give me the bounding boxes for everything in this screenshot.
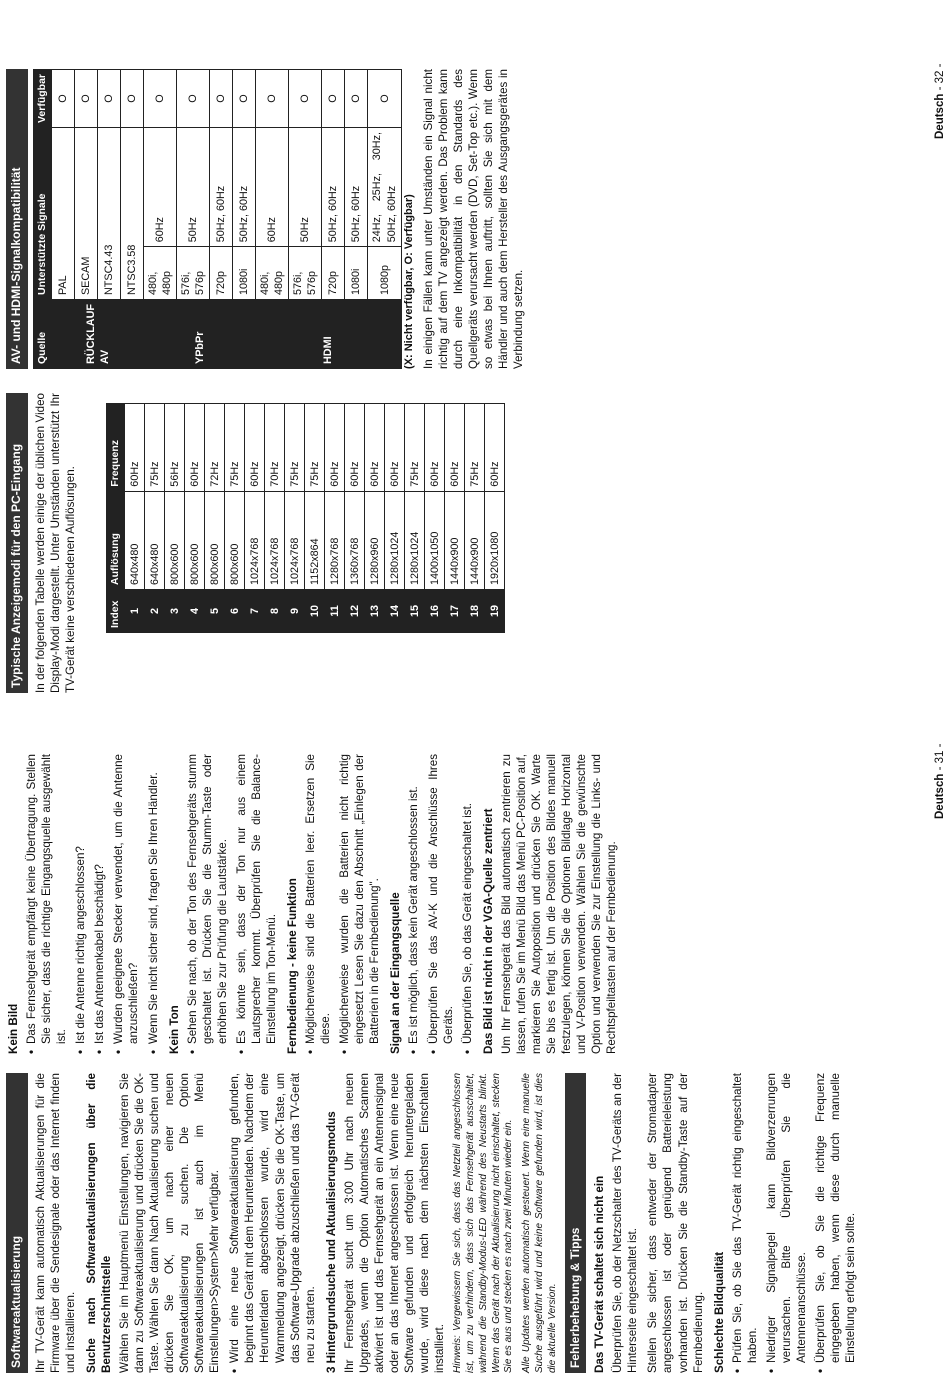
column-pc-modes: [6, 393, 505, 693]
table-row: [145, 404, 165, 633]
table-cell: 480i, 480p: [256, 247, 289, 300]
availability-cell: O: [322, 70, 345, 128]
subheading: Kein Bild: [7, 1003, 20, 1054]
note: Hinweis: Vergewissern Sie sich, dass das Netzteil angeschlossen ist, um zu verhindern, dass sich das Fernsehgerät ausschaltet, während die Standby-Modus-LED während des Neustarts blinkt. Wenn das Gerät nach der Aktualisierung nicht einschaltet, stecken Sie es aus und stecken es nach zwei Minuten wieder ein.: [452, 1073, 515, 1373]
table-cell: 56Hz: [165, 404, 185, 492]
table-cell: 800x600: [185, 491, 205, 589]
table-row: [485, 404, 505, 633]
subheading: Suche nach Softwareaktualisierungen über die Benutzerschnittstelle: [84, 1073, 113, 1373]
page-32: [0, 39, 950, 699]
paragraph: In der folgenden Tabelle werden einige der üblichen Video Display-Modi dargestellt. Unter Umständen unterstützt Ihr TV-Gerät keine verschiedenen Auflösungen.: [33, 393, 77, 693]
footer-language: Deutsch: [934, 93, 946, 139]
table-cell: 75Hz: [225, 404, 245, 492]
table-cell: 1: [125, 590, 145, 633]
availability-cell: O: [345, 70, 368, 128]
page-footer: [934, 64, 946, 139]
section-header-pc-modes: Typische Anzeigemodi für den PC-Eingang: [6, 393, 28, 693]
table-cell: 50Hz: [177, 128, 210, 247]
list-item: • Überprüfen Sie, ob das Gerät eingeschaltet ist.: [460, 754, 475, 1054]
table-row: [245, 404, 265, 633]
table-cell: 3: [165, 590, 185, 633]
table-cell: 75Hz: [285, 404, 305, 492]
table-cell: 60Hz: [385, 404, 405, 492]
table-cell: 640x480: [125, 491, 145, 589]
table-cell: 1080i: [345, 247, 368, 300]
table-cell: 12: [345, 590, 365, 633]
subheading: Schlechte Bildqualität: [712, 1251, 726, 1373]
table-cell: 1360x768: [345, 491, 365, 589]
table-cell: 7: [245, 590, 265, 633]
table-cell: 60Hz: [425, 404, 445, 492]
table-row: [256, 70, 289, 369]
table-cell: 720p: [210, 247, 233, 300]
availability-cell: O: [144, 70, 177, 128]
table-cell: 75Hz: [465, 404, 485, 492]
list-item: • Es ist möglich, dass kein Gerät angeschlossen ist.: [406, 754, 421, 1054]
table-cell: 1440x900: [445, 491, 465, 589]
bullet-list: [730, 1073, 859, 1373]
column-av-hdmi: [6, 69, 531, 369]
subheading: Das TV-Gerät schaltet sich nicht ein: [593, 1175, 607, 1373]
table-row: [385, 404, 405, 633]
table-cell: 1440x900: [465, 491, 485, 589]
table-row: [205, 404, 225, 633]
table-cell: 1152x864: [305, 491, 325, 589]
table-cell: NTSC3.58: [121, 128, 144, 300]
section-header-av-hdmi: AV- und HDMI-Signalkompatibilität: [6, 69, 28, 369]
bullet-list: [406, 754, 474, 1054]
table-cell: 70Hz: [265, 404, 285, 492]
table-cell: 60Hz: [185, 404, 205, 492]
table-header-row: [33, 70, 52, 369]
column-header: Auflösung: [106, 491, 125, 589]
av-hdmi-table: [33, 69, 402, 369]
table-cell: 6: [225, 590, 245, 633]
availability-cell: O: [177, 70, 210, 128]
table-cell: 24Hz, 25Hz, 30Hz, 50Hz, 60Hz: [368, 128, 401, 247]
column-header: Unterstützte Signale: [33, 128, 52, 300]
table-cell: 576i, 576p: [177, 247, 210, 300]
paragraph: Ihr TV-Gerät kann automatisch Aktualisierungen für die Firmware über die Sendesignale oder das Internet finden und installieren.: [33, 1073, 77, 1373]
table-row: [265, 404, 285, 633]
table-row: [345, 404, 365, 633]
table-row: [425, 404, 445, 633]
table-cell: 17: [445, 590, 465, 633]
subheading: Das Bild ist nicht in der VGA-Quelle zentriert: [481, 808, 495, 1054]
availability-cell: O: [289, 70, 322, 128]
list-item: • Ist das Antennenkabel beschädigt?: [92, 754, 107, 1054]
table-row: [305, 404, 325, 633]
table-row: [285, 404, 305, 633]
table-row: [445, 404, 465, 633]
table-cell: 60Hz: [245, 404, 265, 492]
subheading: Kein Ton: [167, 1005, 181, 1054]
table-cell: 13: [365, 590, 385, 633]
table-body: [125, 404, 505, 633]
table-cell: 1280x768: [325, 491, 345, 589]
table-row: [165, 404, 185, 633]
table-cell: 50Hz, 60Hz: [210, 128, 233, 247]
list-item: • Ist die Antenne richtig angeschlossen?: [73, 754, 88, 1054]
table-cell: 60Hz: [365, 404, 385, 492]
table-cell: 9: [285, 590, 305, 633]
footer-language: Deutsch: [934, 773, 946, 819]
paragraph: Um Ihr Fernsehgerät das Bild automatisch zentrieren zu lassen, rufen Sie im Menü Bild das Menü PC-Position auf, markieren Sie Autoposition und drücken Sie OK. Warte Sie bis es fertig ist. Um die Position des Bildes manuell festzulegen, können Sie die Optionen Bildlage Horizontal und V-Position verwenden. Wählen Sie die gewünschte Option und verwenden Sie zur Einstellung die Links- und Rechtspfeiltasten auf der Fernbedienung.: [499, 754, 619, 1054]
table-cell: 50Hz: [289, 128, 322, 247]
list-item: • Überprüfen Sie das AV-K und die Anschlüsse Ihres Geräts.: [426, 754, 456, 1054]
list-item: • Wird eine neue Softwareaktualisierung gefunden, beginnt das Gerät mit dem Herunterladen. Nachdem der Herunterladen abgeschlossen wurde, wird eine Warnmeldung angezeigt, drücken Sie die OK-Taste, um das Software-Upgrade abzuschließen und das TV-Gerät neu zu starten.: [227, 1073, 317, 1373]
subheading: Fernbedienung - keine Funktion: [286, 878, 299, 1054]
table-cell: 15: [405, 590, 425, 633]
table-cell: 480i, 480p: [144, 247, 177, 300]
availability-cell: O: [256, 70, 289, 128]
paragraph: Stellen Sie sicher, dass entweder der Stromadapter angeschlossen ist oder genügend Batterieleistung vorhanden ist. Drücken Sie die Standby-Taste auf der Fernbedienung.: [646, 1073, 705, 1373]
table-cell: 10: [305, 590, 325, 633]
availability-cell: O: [121, 70, 144, 128]
page-number: - 31 -: [934, 743, 946, 771]
list-item: • Möglicherweise wurden die Batterien nicht richtig eingesetzt Lesen Sie dazu den Abschnitt „Einlegen der Batterien in die Fernbedienung".: [337, 754, 382, 1054]
page-footer: [934, 744, 946, 819]
table-cell: 800x600: [225, 491, 245, 589]
table-cell: 60Hz: [445, 404, 465, 492]
bullet-list: [227, 1073, 317, 1373]
column-header: Frequenz: [106, 404, 125, 492]
list-item: • Prüfen Sie, ob Sie das TV-Gerät richtig eingeschaltet haben.: [730, 1073, 760, 1373]
availability-cell: O: [210, 70, 233, 128]
table-body: [52, 70, 401, 369]
table-row: [405, 404, 425, 633]
table-legend: (X: Nicht verfügbar, O: Verfügbar): [402, 194, 415, 369]
column-software-update: [6, 1073, 862, 1373]
list-item: • Überprüfen Sie, ob Sie die richtige Frequenz eingegeben haben, wenn diese durch manuelle Einstellung erfolgt sein sollte.: [813, 1073, 858, 1373]
table-cell: 75Hz: [145, 404, 165, 492]
list-item: • Es könnte sein, dass der Ton nur aus einem Lautsprecher kommt. Überprüfen Sie die Balance-Einstellung im Ton-Menü.: [234, 754, 279, 1054]
table-row: [185, 404, 205, 633]
table-cell: 5: [205, 590, 225, 633]
availability-cell: O: [52, 70, 75, 128]
table-cell: 14: [385, 590, 405, 633]
column-troubleshooting: [6, 754, 624, 1054]
subheading: 3 Hintergrundsuche und Aktualisierungsmodus: [324, 1111, 338, 1373]
paragraph: Überprüfen Sie, ob der Netzschalter des TV-Geräts an der Hinterseite eingeschaltet ist.: [611, 1073, 640, 1373]
availability-cell: O: [75, 70, 98, 128]
page-number: - 32 -: [934, 63, 946, 91]
section-header-software-update: Softwareaktualisierung: [6, 1073, 28, 1373]
bullet-list: [185, 754, 279, 1054]
bullet-list: [303, 754, 382, 1054]
table-row: [52, 70, 75, 369]
table-row: [465, 404, 485, 633]
availability-cell: O: [233, 70, 256, 128]
table-cell: 576i, 576p: [289, 247, 322, 300]
table-cell: 8: [265, 590, 285, 633]
source-cell: YPbPr: [144, 300, 256, 369]
table-cell: 60Hz: [485, 404, 505, 492]
list-item: • Das Fernsehgerät empfängt keine Übertragung. Stellen Sie sicher, dass die richtige Eingangsquelle ausgewählt ist.: [24, 754, 69, 1054]
table-cell: PAL: [52, 128, 75, 300]
source-cell: HDMI: [256, 300, 401, 369]
paragraph: Wählen Sie im Hauptmenü Einstellungen, navigieren Sie dann zu Softwareaktualisierung und drücken Sie die OK-Taste. Wählen Sie dann Nach Aktualisierung suchen und drücken Sie OK, um nach einer neuen Softwareaktualisierung zu suchen. Die Option Softwareaktualisierungen ist auch im Menü Einstellungen>System>Mehr verfügbar.: [117, 1073, 222, 1373]
table-cell: 1280x1024: [405, 491, 425, 589]
availability-cell: O: [98, 70, 121, 128]
table-cell: 60Hz: [256, 128, 289, 247]
table-cell: 1920x1080: [485, 491, 505, 589]
list-item: • Wurden geeignete Stecker verwendet, um die Antenne anzuschließen?: [111, 754, 141, 1054]
table-cell: 1080p: [368, 247, 401, 300]
table-cell: 720p: [322, 247, 345, 300]
table-cell: 75Hz: [305, 404, 325, 492]
subheading: Signal an der Eingangsquelle: [389, 892, 403, 1054]
table-cell: SECAM: [75, 128, 98, 300]
table-cell: NTSC4.43: [98, 128, 121, 300]
table-cell: 18: [465, 590, 485, 633]
table-cell: 60Hz: [144, 128, 177, 247]
table-cell: 1280x1024: [385, 491, 405, 589]
table-row: [365, 404, 385, 633]
section-header-troubleshooting: Fehlerbehebung & Tipps: [565, 1073, 587, 1373]
table-cell: 50Hz, 60Hz: [345, 128, 368, 247]
table-cell: 11: [325, 590, 345, 633]
table-cell: 1024x768: [245, 491, 265, 589]
table-cell: 75Hz: [405, 404, 425, 492]
bullet-list: [24, 754, 161, 1054]
table-cell: 60Hz: [325, 404, 345, 492]
table-cell: 1080i: [233, 247, 256, 300]
table-cell: 1280x960: [365, 491, 385, 589]
table-cell: 800x600: [205, 491, 225, 589]
column-header: Index: [106, 590, 125, 633]
list-item: • Wenn Sie nicht sicher sind, fragen Sie Ihren Händler.: [146, 754, 161, 1054]
table-cell: 4: [185, 590, 205, 633]
table-cell: 50Hz, 60Hz: [233, 128, 256, 247]
table-cell: 72Hz: [205, 404, 225, 492]
table-cell: 16: [425, 590, 445, 633]
table-cell: 800x600: [165, 491, 185, 589]
pc-modes-table: [106, 403, 506, 633]
source-cell: RÜCKLAUF AV: [52, 300, 144, 369]
table-cell: 60Hz: [125, 404, 145, 492]
table-row: [225, 404, 245, 633]
list-item: • Niedriger Signalpegel kann Bildverzerrungen verursachen. Bitte Überprüfen Sie die Antennenanschlüsse.: [764, 1073, 809, 1373]
table-header-row: [106, 404, 125, 633]
column-header: Verfügbar: [33, 70, 52, 128]
table-row: [125, 404, 145, 633]
paragraph: Ihr Fernsehgerät sucht um 3:00 Uhr nach neuen Upgrades, wenn die Option Automatisches Scannen aktiviert ist und das Fernsehgerät an ein Antennensignal oder an das Internet angeschlossen ist. Wenn eine neue Software gefunden und erfolgreich heruntergeladen wurde, wird diese nach dem nächsten Einschalten installiert.: [342, 1073, 447, 1373]
note: Alle Updates werden automatisch gesteuert. Wenn eine manuelle Suche ausgeführt wird und keine Software gefunden wird, ist dies die aktuelle Version.: [521, 1073, 558, 1373]
availability-cell: O: [368, 70, 401, 128]
paragraph: In einigen Fällen kann unter Umständen ein Signal nicht richtig auf dem TV angezeigt werden. Das Problem kann durch eine Inkompatibilität in den Standards des Quellgeräts verursacht werden (DVD, Set-Top etc.). Wenn so etwas bei Ihnen auftritt, sollten Sie sich mit dem Händler und auch dem Hersteller des Ausgangsgerätes in Verbindung setzen.: [421, 69, 526, 369]
table-cell: 1400x1050: [425, 491, 445, 589]
table-cell: 640x480: [145, 491, 165, 589]
column-header: Quelle: [33, 300, 52, 369]
table-cell: 1024x768: [265, 491, 285, 589]
page-31: [0, 719, 950, 1379]
table-row: [144, 70, 177, 369]
table-row: [325, 404, 345, 633]
list-item: • Möglicherweise sind die Batterien leer. Ersetzen Sie diese.: [303, 754, 333, 1054]
list-item: • Sehen Sie nach, ob der Ton des Fernsehgeräts stumm geschaltet ist. Drücken Sie die Stumm-Taste oder erhöhen Sie zur Prüfung die Lautstärke.: [185, 754, 230, 1054]
table-cell: 2: [145, 590, 165, 633]
table-cell: 60Hz: [345, 404, 365, 492]
table-cell: 19: [485, 590, 505, 633]
table-cell: 1024x768: [285, 491, 305, 589]
table-cell: 50Hz, 60Hz: [322, 128, 345, 247]
